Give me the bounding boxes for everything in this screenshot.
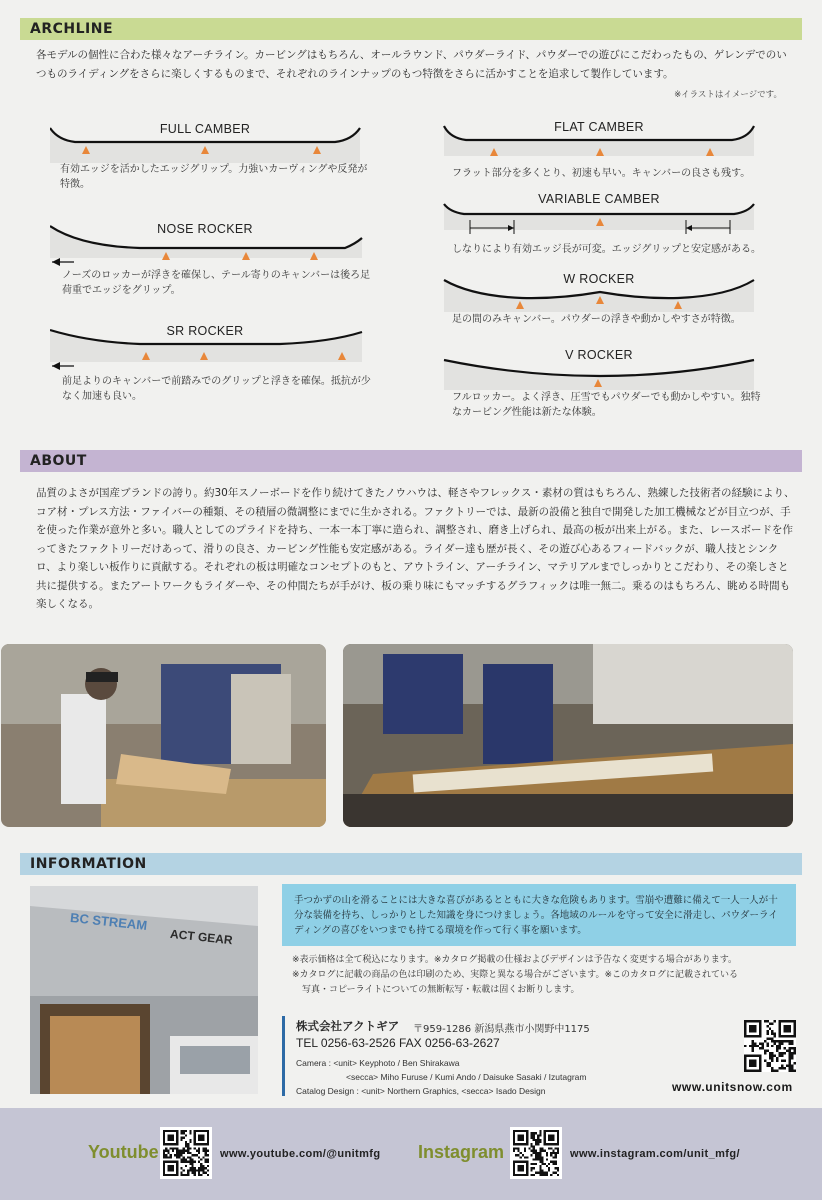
arch-name: VARIABLE CAMBER [538, 192, 660, 206]
arch-flat-camber [442, 118, 772, 188]
credit-line: <secca> Miho Furuse / Kumi Ando / Daisuke Sasaki / Izutagram [346, 1072, 587, 1082]
arch-name: W ROCKER [563, 272, 635, 286]
arch-desc: しなりにより有効エッジ長が可変。エッジグリップと安定感がある。 [452, 244, 761, 255]
arch-name: NOSE ROCKER [157, 222, 253, 236]
credits [296, 1056, 586, 1098]
factory-worker-photo [1, 644, 326, 827]
arch-desc: 足の間のみキャンバー。パウダーの浮きや動かしやすさが特徴。 [452, 314, 741, 325]
arch-desc: 前足よりのキャンバーで前踏みでのグリップと浮きを確保。抵抗が少なく加速も良い。 [62, 376, 371, 402]
company-divider [282, 1016, 285, 1096]
arch-full-camber [50, 118, 380, 198]
credit-line: Catalog Design : <unit> Northern Graphics, <secca> Isado Design [296, 1086, 546, 1096]
safety-message: 手つかずの山を滑ることには大きな喜びがあるとともに大きな危険もあります。雪崩や遭難に備えて一人一人が十分な装備を持ち、しっかりとした知識を身につけましょう。各地域のルールを守って安全に滑走し、パウダーライディングの喜びをいつまでも持てる環境を作って行く事を願います。 [282, 884, 796, 946]
archline-heading: ARCHLINE [20, 18, 802, 40]
arch-name: FULL CAMBER [159, 122, 251, 136]
catalog-notes [292, 953, 802, 998]
arch-w-rocker [442, 270, 772, 335]
arch-desc: フルロッカー。よく浮き、圧雪でもパウダーでも動かしやすい。独特なカービング性能は新たな体験。 [452, 392, 761, 418]
arch-variable-camber [442, 190, 772, 265]
arch-sr-rocker [50, 322, 380, 407]
headquarters-building-photo [30, 886, 258, 1094]
factory-machine-photo [343, 644, 793, 827]
arch-name: FLAT CAMBER [554, 120, 644, 134]
company-address: 〒959-1286 新潟県燕市小関野中1175 [413, 1024, 590, 1035]
note-line: ※カタログに記載の商品の色は印刷のため、実際と異なる場合がございます。※このカタログに記載されている [292, 970, 739, 980]
illustration-note: ※イラストはイメージです。 [674, 90, 782, 100]
company-name: 株式会社アクトギア [296, 1019, 400, 1033]
arch-nose-rocker [50, 218, 380, 303]
youtube-qr-code[interactable] [160, 1127, 212, 1179]
about-text: 品質のよさが国産ブランドの誇り。約30年スノーボードを作り続けてきたノウハウは、軽さやフレックス・素材の質はもちろん、熟練した技術者の経験により、コア材・プレス方法・ファイバーの種類、その積層の微調整にまでに生かされる。ファクトリーでは、最新の設備と独自で開発した加工機械などが目立つが、手を使った作業が意外と多い。職人としてのプライドを持ち、一本一本丁寧に造られ、調整され、磨き上げられ、最高の板が出来上がる。また、レースボードを作ってきたファクトリーだけあって、滑りの良さ、カービング性能も安定感がある。ライダー達も歴が長く、その遊び心あるフィードバックが、職人技とシンクロ、より楽しい板作りに貢献する。それぞれの板は明確なコンセプトのもと、アウトライン、アーチライン、マテリアルまでしっかりとこだわり、その楽しさと共に提供する。またアートワークもライダーや、その仲間たちが手がけ、板の乗り味にもマッチするグラフィックは唯一無二。乗るのはもちろん、眺める時間も楽しくなる。 [36, 487, 795, 610]
instagram-qr-code[interactable] [510, 1127, 562, 1179]
arch-v-rocker [442, 348, 772, 423]
archline-intro: 各モデルの個性に合わた様々なアーチライン。カービングはもちろん、オールラウンド、パウダーライド、パウダーでの遊びにこだわったもの、ゲレンデでのいつものライディングをさらに楽しくするものまで、それぞれのラインナップのもつ特徴をさらに活かすことを追求して製作しています。 [36, 49, 787, 80]
information-heading: INFORMATION [20, 853, 802, 875]
website-link[interactable]: www.unitsnow.com [672, 1080, 793, 1094]
arch-name: V ROCKER [565, 348, 633, 362]
arch-desc: フラット部分を多くとり、初速も早い。キャンバーの良さも残す。 [452, 168, 751, 179]
arch-name: SR ROCKER [166, 324, 244, 338]
note-line: 写真・コピーライトについての無断転写・転載は固くお断りします。 [302, 985, 580, 995]
about-heading: ABOUT [20, 450, 802, 472]
arch-desc: ノーズのロッカーが浮きを確保し、テール寄りのキャンバーは後ろ足荷重でエッジをグリップ。 [62, 270, 371, 296]
instagram-link[interactable]: www.instagram.com/unit_mfg/ [570, 1148, 740, 1160]
youtube-link[interactable]: www.youtube.com/@unitmfg [220, 1148, 381, 1160]
note-line: ※表示価格は全て税込になります。※カタログ掲載の仕様およびデザインは予告なく変更する場合があります。 [292, 955, 738, 965]
company-phone-fax: TEL 0256-63-2526 FAX 0256-63-2627 [296, 1036, 500, 1050]
building-sign-act-gear: ACT GEAR [169, 926, 234, 948]
instagram-label: Instagram [418, 1142, 505, 1162]
arch-desc: 有効エッジを活かしたエッジグリップ。力強いカーヴィングや反発が特徴。 [60, 164, 368, 190]
website-qr-code[interactable] [744, 1020, 796, 1072]
youtube-label: Youtube [88, 1142, 159, 1162]
building-sign-bc-stream: BC STREAM [69, 910, 148, 933]
credit-line: Camera : <unit> Keyphoto / Ben Shirakawa [296, 1058, 460, 1068]
